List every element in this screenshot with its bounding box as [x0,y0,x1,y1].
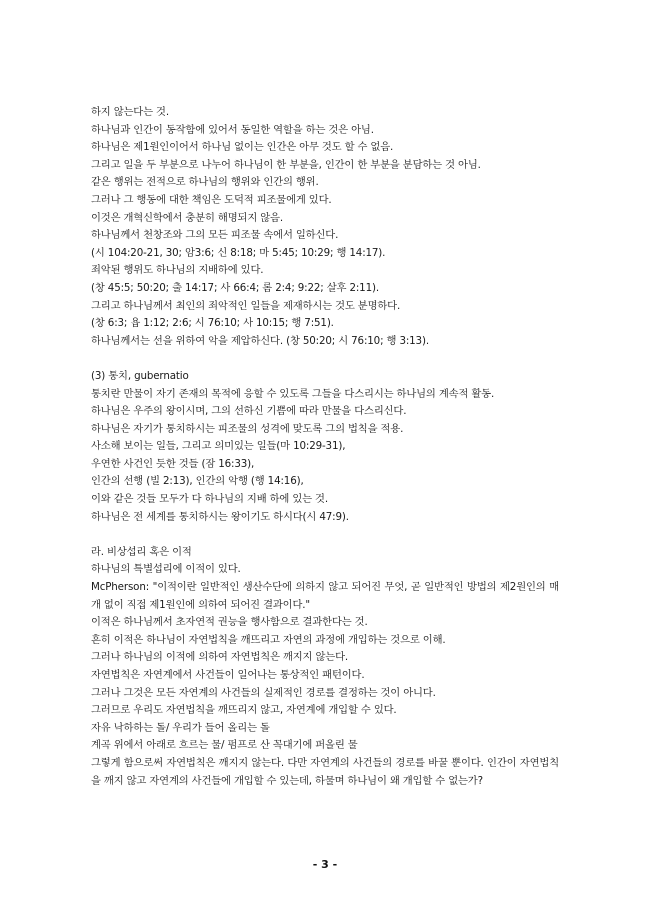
text-line: 하나님께서 천창조와 그의 모든 피조물 속에서 일하신다. [91,229,339,242]
text-line: 하지 않는다는 것. [91,106,169,118]
text-line: 통치란 만물이 자기 존재의 목적에 응할 수 있도록 그들을 다스리시는 하나님의 계속적 활동. [91,387,495,400]
section-heading: 라. 비상섭리 혹은 이적 [91,545,192,558]
text-line: 이와 같은 것들 모두가 다 하나님의 지배 하에 있는 것. [91,493,328,506]
text-line: 하나님께서는 선을 위하여 악을 제압하신다. (창 50:20; 시 76:10; 행 3:13). [91,334,429,347]
text-line: 인간의 선행 (빌 2:13), 인간의 악행 (행 14:16), [91,475,304,488]
text-line: 죄악된 행위도 하나님의 지배하에 있다. [91,264,264,277]
paragraph-gap [91,350,559,368]
text-line: 자연법칙은 자연계에서 사건들이 일어나는 통상적인 패턴이다. [91,669,365,681]
section-gubernatio [91,368,559,526]
text-line: 그러나 그것은 모든 자연계의 사건들의 실제적인 경로를 결정하는 것이 아니다. [91,686,436,699]
text-line: 같은 행위는 전적으로 하나님의 행위와 인간의 행위. [91,176,319,189]
text-line: 이적은 하나님께서 초자연적 권능을 행사함으로 결과한다는 것. [91,616,368,629]
text-line: 그리고 일을 두 부분으로 나누어 하나님이 한 부분을, 인간이 한 부분을 분담하는 것 아님. [91,158,481,171]
text-line: 하나님과 인간이 동작함에 있어서 동일한 역할을 하는 것은 아님. [91,123,374,136]
text-line: 그러나 그 행동에 대한 책임은 도덕적 피조물에게 있다. [91,193,332,206]
closing-paragraph: 그렇게 함으로써 자연법칙은 깨지지 않는다. 다만 자연계의 사건들의 경로를 바꿀 뿐이다. 인간이 자연법칙을 깨지 않고 자연계의 사건들에 개입할 수 있는데, 하물며 하나님이 왜 개입할 수 없는가? [91,756,559,787]
text-line: 이것은 개혁신학에서 충분히 해명되지 않음. [91,211,283,224]
text-line: 그러므로 우리도 자연법칙을 깨뜨리지 않고, 자연계에 개입할 수 있다. [91,704,397,717]
text-line: 사소해 보이는 일들, 그리고 의미있는 일들(마 10:29-31), [91,440,346,453]
text-line: 하나님은 제1원인이어서 하나님 없이는 인간은 아무 것도 할 수 없음. [91,141,394,154]
scripture-reference: (시 104:20-21, 30; 암3:6; 신 8:18; 마 5:45; 10:29; 행 14:17). [91,246,386,259]
section-heading: (3) 통치, gubernatio [91,369,189,382]
text-line: 우연한 사건인 듯한 것들 (잠 16:33), [91,457,255,470]
text-line: 하나님은 전 세계를 통치하시는 왕이기도 하시다(시 47:9). [91,510,349,523]
text-line: 계곡 위에서 아래로 흐르는 물/ 펌프로 산 꼭대기에 퍼올린 물 [91,739,358,752]
text-line: 흔히 이적은 하나님이 자연법칙을 깨뜨리고 자연의 과정에 개입하는 것으로 이해. [91,633,446,646]
page-body [91,104,559,790]
scripture-reference: (창 45:5; 50:20; 출 14:17; 사 66:4; 롬 2:4; 9:22; 살후 2:11). [91,281,379,294]
page-number: - 3 - [312,858,338,871]
text-line: 그리고 하나님께서 최인의 죄악적인 일들을 제재하시는 것도 분명하다. [91,299,401,312]
text-line: 하나님은 우주의 왕이시며, 그의 선하신 기쁨에 따라 만물을 다스리신다. [91,405,407,418]
text-line: 하나님은 자기가 통치하시는 피조물의 성격에 맞도록 그의 법칙을 적용. [91,422,404,435]
quote-mcpherson: McPherson: "이적이란 일반적인 생산수단에 의하지 않고 되어진 무엇, 곧 일반적인 방법의 제2원인의 매개 없이 직접 제1원인에 의하여 되어진 결과이다." [91,581,559,611]
paragraph-providence-concurrence [91,104,559,350]
text-line: 하나님의 특별섭리에 이적이 있다. [91,563,241,576]
paragraph-gap [91,526,559,544]
text-line: 자유 낙하하는 돌/ 우리가 들어 올리는 돌 [91,721,270,734]
text-line: 그러나 하나님의 이적에 의하여 자연법칙은 깨지지 않는다. [91,651,348,664]
section-miracles [91,544,559,790]
scripture-reference: (창 6:3; 욥 1:12; 2:6; 시 76:10; 사 10:15; 행 7:51). [91,317,334,330]
